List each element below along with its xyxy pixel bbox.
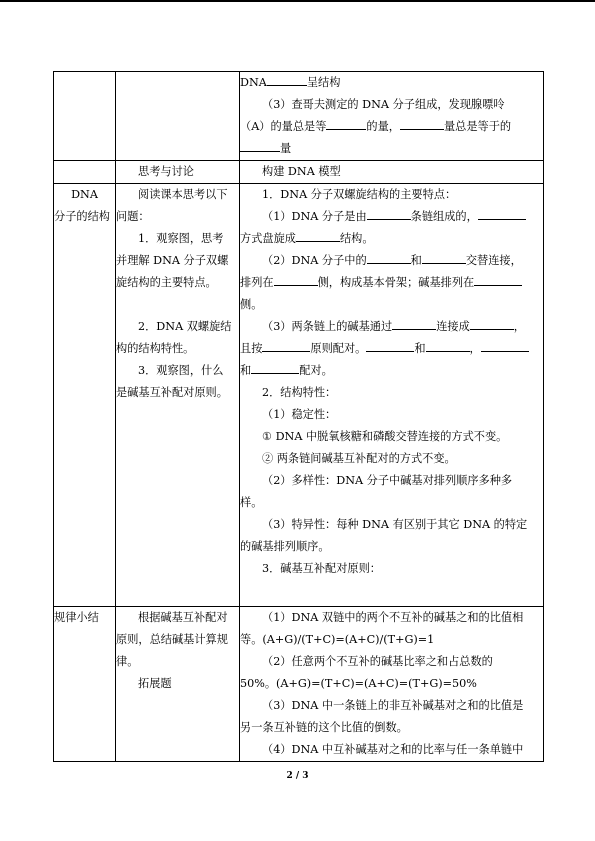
header-discussion: 思考与讨论 (116, 161, 240, 184)
cell-empty (116, 72, 240, 161)
cell-empty (54, 161, 116, 184)
table-row-dna-structure (54, 184, 544, 607)
row-label-dna-structure: DNA 分子的结构 (54, 184, 116, 607)
rule-instructions: 根据碱基互补配对 原则，总结碱基计算规 律。 拓展题 (116, 607, 240, 762)
page-number: 2 / 3 (286, 771, 309, 781)
table-row (54, 72, 544, 161)
cell-top-content: DNA 呈结构 （3）查哥夫测定的 DNA 分子组成，发现腺嘌呤 （A）的量总是等 的量， 量总是等于的 量 (240, 72, 544, 161)
lesson-table-page (53, 71, 543, 762)
rule-content: （1）DNA 双链中的两个不互补的碱基之和的比值相 等。(A+G)/(T+C)=(A+C)/(T+G)=1 （2）任意两个不互补的碱基比率之和占总数的 50%。(A+G)=(T+C)=(A+C)=(T+G)=50% （3）DNA 中一条链上的非互补碱基对之和的比值是 另一条互补链的这个比值的倒数。 （4）DNA 中互补碱基对之和的比率与任一条单链中 (240, 607, 544, 762)
cell-empty (54, 72, 116, 161)
table-row-rule-summary (54, 607, 544, 762)
table-header-row (54, 161, 544, 184)
page-top-rule (0, 0, 595, 2)
discussion-questions: 阅读课本思考以下 问题： 1．观察图，思考 并理解 DNA 分子双螺 旋结构的主要特点。 2．DNA 双螺旋结 构的结构特性。 3．观察图，什么 是碱基互补配对原则。 (116, 184, 240, 607)
model-content: 1．DNA 分子双螺旋结构的主要特点： （1）DNA 分子是由 条链组成的， 方式盘旋成 结构。 （2）DNA 分子中的 和 交替连接， 排列在 侧，构成基本骨架；碱基排列在 侧。 （3）两条链上的碱基通过 连接成 ， 且按 原则配对。 和 ， 和 配对。 2．结构特性： （1）稳定性： ① DNA 中脱氧核糖和磷酸交替连接的方式不变。 ② 两条链间碱基互补配对的方式不变。 （2）多样性：DNA 分子中碱基对排列顺序多种多 样。 （3）特异性：每种 DNA 有区别于其它 DNA 的特定 的碱基排列顺序。 3．碱基互补配对原则： (240, 184, 544, 607)
row-label-rule-summary: 规律小结 (54, 607, 116, 762)
header-model: 构建 DNA 模型 (240, 161, 544, 184)
lesson-table (53, 71, 544, 762)
